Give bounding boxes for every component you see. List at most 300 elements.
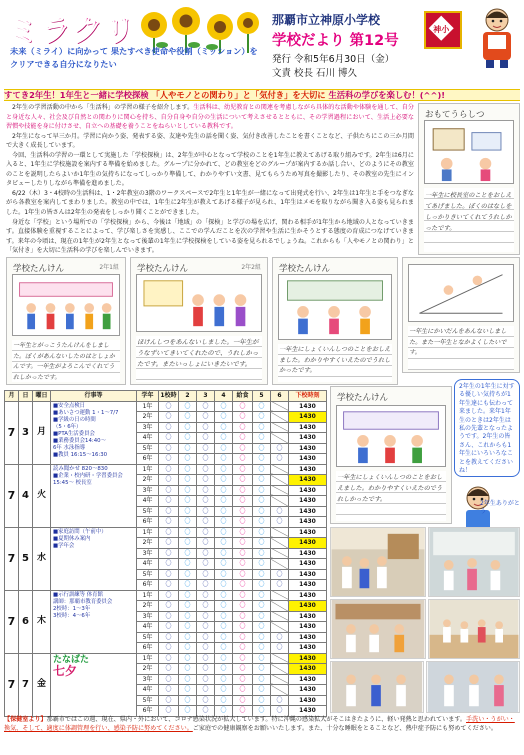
schedule-period-mark — [179, 443, 197, 454]
banner-tail: 生活科の学びを楽しむ！(^^)! — [325, 90, 446, 100]
period-mark: 〇 — [258, 413, 265, 421]
emblem-text: 神小 — [433, 24, 450, 34]
issue-author: 文責 校長 石川 博久 — [272, 68, 358, 79]
schedule-period-mark — [179, 548, 197, 559]
period-mark: 〇 — [258, 581, 265, 589]
schedule-dismissal-time: 1430 — [289, 433, 327, 444]
schedule-month: 7 — [5, 653, 19, 716]
period-mark: 〇 — [220, 581, 227, 589]
period-mark: 〇 — [220, 476, 227, 484]
period-mark: 〇 — [202, 413, 209, 421]
period-mark: 〇 — [165, 444, 172, 452]
schedule-dismissal-time: 1430 — [289, 685, 327, 696]
period-mark: 〇 — [165, 434, 172, 442]
period-mark: 〇 — [239, 707, 246, 715]
article-para-4: 6/22（木）3・4校時の生活科は、1・2年教室の3階のワークスペースで2年生と1年生が一緒になって出発式を行い、2年生は1年生と手をつなぎながら各教室を案内してまわりました。教室の中では、1年生に2年生が教えてあげる様子が見られ、1年生はメモを取りながら聞き入る姿も見られました。1年生の皆さんは2年生の発表をしっかり聞くことができました。 — [6, 189, 414, 217]
schedule-event-line: （5・6年） — [53, 423, 82, 430]
period-mark: 〇 — [202, 455, 209, 463]
schedule-period-mark — [197, 674, 215, 685]
schedule-period-mark — [197, 590, 215, 601]
schedule-period-mark — [197, 559, 215, 570]
period-mark: 〇 — [258, 402, 265, 410]
period-mark: 〇 — [202, 665, 209, 673]
schedule-lunch-mark — [233, 622, 253, 633]
worksheet-handwriting: ほけんしつをあんないしました。一年生がうなずいてきいてくれたので、うれしかったです。またいっしょにいきたいです。 — [137, 338, 259, 368]
period-mark: 〇 — [220, 686, 227, 694]
schedule-month: 7 — [5, 527, 19, 590]
period-mark: 〇 — [220, 455, 227, 463]
student-worksheet-5 — [402, 257, 520, 373]
period-mark: 〇 — [202, 612, 209, 620]
photo-gym — [428, 599, 520, 659]
schedule-grade: 5年 — [137, 443, 159, 454]
schedule-dismissal-time: 1430 — [289, 590, 327, 601]
schedule-no-class — [271, 433, 289, 444]
period-mark: 〇 — [258, 507, 265, 515]
schedule-no-class — [271, 412, 289, 423]
period-mark: 〇 — [202, 591, 209, 599]
period-mark: 〇 — [258, 644, 265, 652]
schedule-grade: 3年 — [137, 548, 159, 559]
period-mark: 〇 — [220, 675, 227, 683]
period-mark: 〇 — [239, 560, 246, 568]
worksheet-title: 学校たんけん — [137, 264, 189, 274]
period-mark: 〇 — [258, 570, 265, 578]
schedule-dismissal-time: 1430 — [289, 517, 327, 528]
period-mark: 〇 — [202, 402, 209, 410]
schedule-period-mark — [197, 622, 215, 633]
period-mark: 〇 — [258, 707, 265, 715]
schedule-event-line: 読み聞かせ 820～830 — [53, 465, 108, 472]
period-mark: 〇 — [239, 476, 246, 484]
schedule-period-mark — [159, 674, 179, 685]
schedule-period-mark — [159, 664, 179, 675]
schedule-period-mark — [179, 685, 197, 696]
period-mark: 〇 — [165, 602, 172, 610]
col-dismissal: 下校時刻 — [289, 391, 327, 402]
schedule-period-mark — [197, 517, 215, 528]
schedule-period-mark — [159, 569, 179, 580]
period-mark: 〇 — [184, 707, 191, 715]
period-mark: 〇 — [184, 549, 191, 557]
period-mark: 〇 — [184, 633, 191, 641]
period-mark: 〇 — [258, 486, 265, 494]
schedule-no-class — [271, 611, 289, 622]
period-mark: 〇 — [220, 570, 227, 578]
schedule-dismissal-time: 1430 — [289, 485, 327, 496]
schedule-row — [5, 527, 327, 538]
schedule-period-mark — [271, 632, 289, 643]
tanabata-line: 七夕 — [53, 663, 78, 678]
schedule-period-mark — [179, 643, 197, 654]
schedule-period-mark — [179, 527, 197, 538]
period-mark: 〇 — [184, 570, 191, 578]
schedule-event-line: ■業務委員会14:40～ — [53, 437, 106, 444]
schedule-grade: 1年 — [137, 590, 159, 601]
schedule-period-mark — [197, 527, 215, 538]
schedule-lunch-mark — [233, 580, 253, 591]
period-mark: 〇 — [220, 623, 227, 631]
schedule-month: 7 — [5, 401, 19, 464]
schedule-weekday: 月 — [33, 401, 51, 464]
schedule-grade: 1年 — [137, 527, 159, 538]
schedule-no-class — [271, 475, 289, 486]
schedule-period-mark — [253, 685, 271, 696]
schedule-dismissal-time: 1430 — [289, 580, 327, 591]
col-grade: 学年 — [137, 391, 159, 402]
schedule-dismissal-time: 1430 — [289, 548, 327, 559]
schedule-no-class — [271, 422, 289, 433]
schedule-grade: 5年 — [137, 632, 159, 643]
schedule-grade: 1年 — [137, 401, 159, 412]
schedule-period-mark — [271, 643, 289, 654]
schedule-period-mark — [253, 559, 271, 570]
schedule-grade: 4年 — [137, 622, 159, 633]
schedule-period-mark — [159, 695, 179, 706]
period-mark: 〇 — [202, 423, 209, 431]
banner-highlight: 「人やモノとの関わり」と「気付き」を大切に — [151, 90, 326, 100]
period-mark: 〇 — [202, 560, 209, 568]
period-mark: 〇 — [184, 455, 191, 463]
schedule-period-mark — [197, 401, 215, 412]
schedule-period-mark — [215, 475, 233, 486]
schedule-lunch-mark — [233, 412, 253, 423]
schedule-event-line: ■学年会 — [53, 542, 75, 549]
schedule-lunch-mark — [233, 454, 253, 465]
schedule-period-mark — [215, 485, 233, 496]
schedule-period-mark — [253, 454, 271, 465]
schedule-period-mark — [197, 548, 215, 559]
period-mark: 〇 — [165, 486, 172, 494]
schedule-period-mark — [253, 401, 271, 412]
schedule-lunch-mark — [233, 433, 253, 444]
schedule-dismissal-time: 1430 — [289, 454, 327, 465]
schedule-no-class — [271, 653, 289, 664]
schedule-grade: 2年 — [137, 601, 159, 612]
period-mark: 〇 — [276, 570, 283, 578]
period-mark: 〇 — [258, 444, 265, 452]
period-mark: 〇 — [202, 654, 209, 662]
newsletter-logo: ミラクリ — [8, 13, 136, 49]
period-mark: 〇 — [202, 465, 209, 473]
period-mark: 〇 — [239, 413, 246, 421]
period-mark: 〇 — [184, 507, 191, 515]
schedule-period-mark — [271, 454, 289, 465]
period-mark: 〇 — [165, 570, 172, 578]
schedule-period-mark — [179, 580, 197, 591]
schedule-lunch-mark — [233, 569, 253, 580]
schedule-dismissal-time: 1430 — [289, 464, 327, 475]
schedule-lunch-mark — [233, 674, 253, 685]
schedule-day: 3 — [19, 401, 33, 464]
period-mark: 〇 — [258, 518, 265, 526]
article-para-2: 2年生になって早三か月。学習に向かう姿、発表する姿、友達や先生の話を聞く姿、気付き改善したことを書くことなど、子供たちにこの三か月間で大きく成長しています。 — [6, 132, 414, 150]
period-mark: 〇 — [165, 465, 172, 473]
schedule-period-mark — [215, 559, 233, 570]
schedule-grade: 3年 — [137, 422, 159, 433]
article-para-5: 身近な「学校」という場所での「学校探検」から、今後は「地域」の「探検」と学びの場を広げ、関わる相手が1年生から地域の人となっていきます。直接体験を重視することによって、学び楽しさを実感し、ここでの学んだことを次の学習や生活に生かそうとする態度の育成につなげていきます。来年の今頃は、現在の1年生が2年生となって後輩の1年生に学校探検をしている姿を見られるでしょうね。これからも「人やモノとの関わり」と「気付き」を大切に生活科の学びを楽しんでいきます。 — [6, 218, 414, 255]
schedule-period-mark — [159, 464, 179, 475]
period-mark: 〇 — [239, 665, 246, 673]
period-mark: 〇 — [258, 686, 265, 694]
schedule-event-line: ■PTA生活委員会 — [53, 430, 95, 437]
schedule-period-mark — [253, 485, 271, 496]
schedule-period-mark — [159, 590, 179, 601]
worksheet-drawing — [408, 264, 514, 322]
period-mark: 〇 — [239, 434, 246, 442]
worksheet-title: 学校たんけん — [13, 264, 65, 274]
schedule-body — [5, 401, 327, 716]
schedule-period-mark — [197, 422, 215, 433]
schedule-weekday: 火 — [33, 464, 51, 527]
schedule-period-mark — [215, 422, 233, 433]
period-mark: 〇 — [202, 476, 209, 484]
schedule-period-mark — [197, 454, 215, 465]
schedule-period-mark — [197, 632, 215, 643]
schedule-grade: 6年 — [137, 454, 159, 465]
period-mark: 〇 — [165, 686, 172, 694]
schedule-lunch-mark — [233, 401, 253, 412]
col-period-5: 5 — [253, 391, 271, 402]
worksheet-title: 学校たんけん — [337, 393, 389, 403]
period-mark: 〇 — [239, 465, 246, 473]
period-mark: 〇 — [165, 518, 172, 526]
period-mark: 〇 — [239, 444, 246, 452]
period-mark: 〇 — [239, 686, 246, 694]
schedule-period-mark — [159, 527, 179, 538]
schedule-period-mark — [271, 569, 289, 580]
schedule-events — [51, 464, 137, 527]
period-mark: 〇 — [239, 612, 246, 620]
schedule-day: 7 — [19, 653, 33, 716]
schedule-dismissal-time: 1430 — [289, 695, 327, 706]
schedule-period-mark — [215, 622, 233, 633]
period-mark: 〇 — [276, 633, 283, 641]
period-mark: 〇 — [258, 675, 265, 683]
schedule-period-mark — [215, 685, 233, 696]
period-mark: 〇 — [258, 602, 265, 610]
schedule-dismissal-time: 1430 — [289, 569, 327, 580]
worksheet-handwriting: 一年生にしょくいんしつのことをおしえました。わかりやすくいえたのでうれしかったです。 — [279, 346, 391, 374]
schedule-period-mark — [179, 632, 197, 643]
schedule-period-mark — [253, 517, 271, 528]
period-mark: 〇 — [276, 707, 283, 715]
schedule-dismissal-time: 1430 — [289, 653, 327, 664]
period-mark: 〇 — [184, 465, 191, 473]
period-mark: 〇 — [220, 434, 227, 442]
article-para-1 — [6, 103, 414, 132]
period-mark: 〇 — [239, 455, 246, 463]
period-mark: 〇 — [184, 413, 191, 421]
schedule-period-mark — [215, 674, 233, 685]
period-mark: 〇 — [202, 528, 209, 536]
period-mark: 〇 — [202, 633, 209, 641]
period-mark: 〇 — [239, 654, 246, 662]
period-mark: 〇 — [184, 591, 191, 599]
col-events: 行事等 — [51, 391, 137, 402]
schedule-period-mark — [215, 548, 233, 559]
period-mark: 〇 — [276, 444, 283, 452]
col-period-4: 4 — [215, 391, 233, 402]
period-mark: 〇 — [239, 423, 246, 431]
schedule-period-mark — [215, 496, 233, 507]
schedule-lunch-mark — [233, 464, 253, 475]
schedule-dismissal-time: 1430 — [289, 538, 327, 549]
period-mark: 〇 — [202, 486, 209, 494]
period-mark: 〇 — [184, 539, 191, 547]
period-mark: 〇 — [165, 423, 172, 431]
schedule-day: 5 — [19, 527, 33, 590]
schedule-period-mark — [179, 611, 197, 622]
period-mark: 〇 — [165, 654, 172, 662]
schedule-dismissal-time: 1430 — [289, 664, 327, 675]
student-worksheet-2 — [130, 257, 268, 385]
schedule-period-mark — [197, 538, 215, 549]
schedule-period-mark — [253, 464, 271, 475]
schedule-period-mark — [159, 401, 179, 412]
schedule-period-mark — [159, 538, 179, 549]
period-mark: 〇 — [276, 518, 283, 526]
schedule-grade: 3年 — [137, 674, 159, 685]
schedule-period-mark — [197, 695, 215, 706]
period-mark: 〇 — [184, 423, 191, 431]
schedule-lunch-mark — [233, 559, 253, 570]
period-mark: 〇 — [202, 675, 209, 683]
principal-mascot — [474, 5, 520, 69]
schedule-no-class — [271, 485, 289, 496]
schedule-no-class — [271, 527, 289, 538]
schedule-period-mark — [253, 443, 271, 454]
schedule-header-row — [5, 391, 327, 402]
photo-students-2 — [426, 661, 520, 713]
schedule-period-mark — [253, 412, 271, 423]
period-mark: 〇 — [276, 696, 283, 704]
schedule-event-line: 2校時：1～3年 — [53, 605, 91, 612]
schedule-lunch-mark — [233, 496, 253, 507]
worksheet-drawing — [336, 405, 446, 467]
schedule-lunch-mark — [233, 653, 253, 664]
worksheet-class: 2年2組 — [241, 264, 261, 271]
period-mark: 〇 — [165, 707, 172, 715]
schedule-period-mark — [179, 454, 197, 465]
notice-label: 【保健室より】 — [4, 716, 47, 723]
schedule-period-mark — [215, 580, 233, 591]
schedule-period-mark — [215, 611, 233, 622]
schedule-grade: 6年 — [137, 580, 159, 591]
schedule-period-mark — [253, 632, 271, 643]
schedule-period-mark — [159, 559, 179, 570]
period-mark: 〇 — [165, 455, 172, 463]
schedule-lunch-mark — [233, 517, 253, 528]
notice-text-2: ご家庭での健康観察をお願いいたします。また、十分な睡眠をとることなど、熱中症予防にも努めてください。 — [192, 725, 497, 732]
schedule-period-mark — [179, 695, 197, 706]
schedule-period-mark — [179, 601, 197, 612]
schedule-grade: 4年 — [137, 433, 159, 444]
period-mark: 〇 — [220, 497, 227, 505]
schedule-period-mark — [253, 611, 271, 622]
boy-caption: 2年生ありがとう — [480, 500, 520, 515]
schedule-lunch-mark — [233, 443, 253, 454]
schedule-no-class — [271, 548, 289, 559]
schedule-event-line: 3校時：4～6年 — [53, 612, 91, 619]
schedule-row — [5, 590, 327, 601]
schedule-period-mark — [253, 643, 271, 654]
schedule-lunch-mark — [233, 590, 253, 601]
schedule-period-mark — [179, 569, 197, 580]
period-mark: 〇 — [239, 518, 246, 526]
period-mark: 〇 — [184, 665, 191, 673]
period-mark: 〇 — [184, 644, 191, 652]
period-mark: 〇 — [258, 633, 265, 641]
period-mark: 〇 — [184, 444, 191, 452]
schedule-period-mark — [197, 580, 215, 591]
period-mark: 〇 — [165, 413, 172, 421]
schedule-period-mark — [179, 653, 197, 664]
schedule-period-mark — [215, 433, 233, 444]
period-mark: 〇 — [239, 675, 246, 683]
worksheet-handwriting: 一年生にしょくいんしつのことをおしえました。わかりやすくいえたのでうれしかったです。 — [337, 474, 443, 503]
period-mark: 〇 — [165, 612, 172, 620]
notice-emphasis: 手洗い・うがい・換気、そして、適度に体調管理を行い、感染予防に努めてください。 — [4, 716, 515, 732]
schedule-period-mark — [197, 443, 215, 454]
schedule-period-mark — [179, 506, 197, 517]
schedule-month: 7 — [5, 464, 19, 527]
schedule-grade: 4年 — [137, 496, 159, 507]
col-period-3: 3 — [197, 391, 215, 402]
period-mark: 〇 — [184, 560, 191, 568]
period-mark: 〇 — [220, 612, 227, 620]
col-period-6: 6 — [271, 391, 289, 402]
period-mark: 〇 — [258, 560, 265, 568]
period-mark: 〇 — [239, 570, 246, 578]
schedule-period-mark — [253, 475, 271, 486]
schedule-dismissal-time: 1430 — [289, 559, 327, 570]
schedule-no-class — [271, 590, 289, 601]
schedule-no-class — [271, 464, 289, 475]
schedule-period-mark — [253, 569, 271, 580]
period-mark: 〇 — [184, 434, 191, 442]
schedule-grade: 2年 — [137, 475, 159, 486]
schedule-period-mark — [179, 517, 197, 528]
schedule-no-class — [271, 496, 289, 507]
worksheet-drawing — [424, 120, 514, 184]
schedule-events — [51, 401, 137, 464]
schedule-period-mark — [271, 695, 289, 706]
schedule-period-mark — [215, 653, 233, 664]
schedule-no-class — [271, 401, 289, 412]
period-mark: 〇 — [165, 560, 172, 568]
schedule-period-mark — [253, 601, 271, 612]
schedule-weekday: 金 — [33, 653, 51, 716]
period-mark: 〇 — [276, 455, 283, 463]
period-mark: 〇 — [220, 413, 227, 421]
period-mark: 〇 — [184, 497, 191, 505]
tanabata-label — [53, 655, 134, 677]
period-mark: 〇 — [220, 423, 227, 431]
schedule-period-mark — [215, 590, 233, 601]
schedule-period-mark — [159, 485, 179, 496]
period-mark: 〇 — [184, 675, 191, 683]
schedule-period-mark — [253, 590, 271, 601]
period-mark: 〇 — [220, 665, 227, 673]
schedule-period-mark — [159, 580, 179, 591]
schedule-event-line: ■あいさつ運動 1・1～7/7 — [53, 409, 119, 416]
schedule-period-mark — [253, 548, 271, 559]
schedule-period-mark — [215, 517, 233, 528]
period-mark: 〇 — [239, 549, 246, 557]
schedule-period-mark — [159, 412, 179, 423]
period-mark: 〇 — [239, 528, 246, 536]
